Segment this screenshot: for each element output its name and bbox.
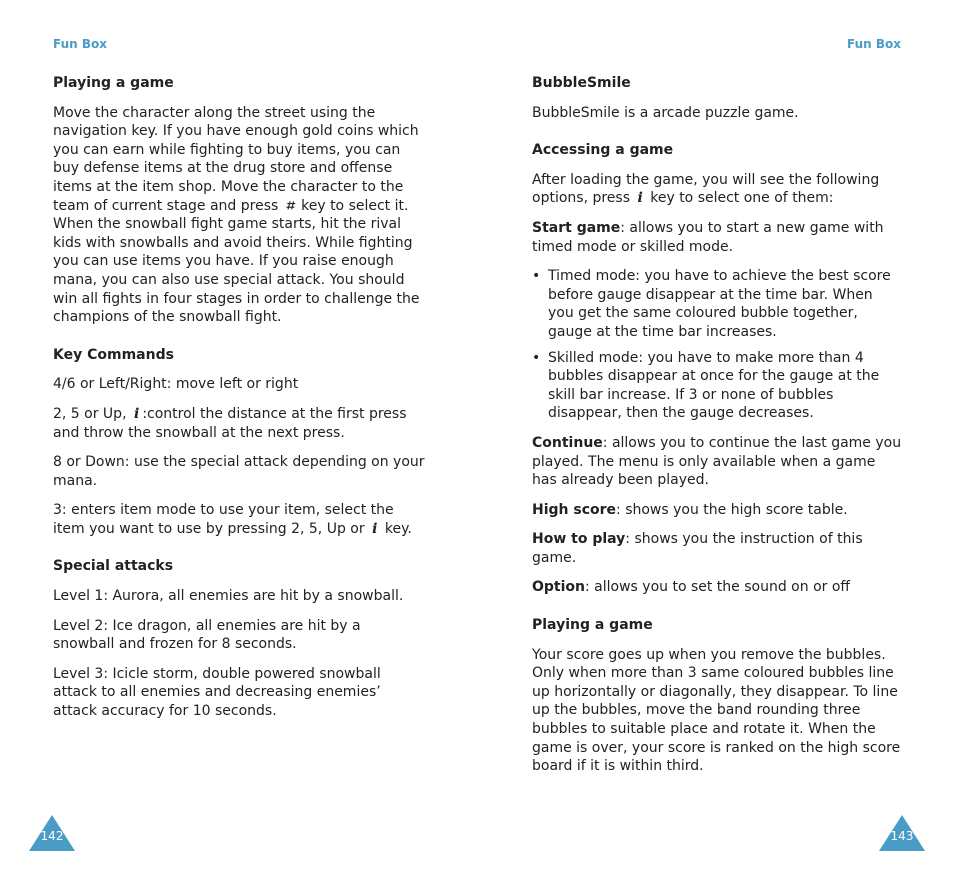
- bullet-icon: •: [532, 268, 541, 285]
- info-key-icon: i: [133, 405, 140, 422]
- info-key-icon: i: [637, 190, 643, 207]
- section-title-key-commands: Key Commands: [53, 346, 174, 363]
- key-command-3: 8 or Down: use the special attack depending on your mana.: [53, 454, 425, 489]
- playing-paragraph: Your score goes up when you remove the bubbles. Only when more than 3 same coloured bubbles line up horizontally or diagonally, they disappear. To line up the bubbles, move the band rounding three bubbles to suitable place and rotate it. When the game is over, your score is ranked on the high score board if it is within third.: [532, 646, 901, 775]
- page-number-badge: [879, 815, 925, 851]
- key-command-1: 4/6 or Left/Right: move left or right: [53, 376, 299, 393]
- option-high-score: High score: shows you the high score table.: [532, 501, 848, 518]
- option-start-game: Start game: allows you to start a new game with timed mode or skilled mode.: [532, 219, 884, 255]
- key-command-2: 2, 5 or Up, i :control the distance at the first press and throw the snowball at the next press.: [53, 405, 407, 441]
- left-column: [53, 74, 425, 732]
- page-number: 143: [890, 829, 914, 843]
- page-number-badge: [29, 815, 75, 851]
- running-header: Fun Box: [53, 37, 107, 51]
- list-item: • Skilled mode: you have to make more than 4 bubbles disappear at once for the gauge at the skill bar increase. If 3 or none of bubbles disappear, then the gauge decreases.: [532, 349, 880, 422]
- special-level-3: Level 3: Icicle storm, double powered snowball attack to all enemies and decreasing enemies’ attack accuracy for 10 seconds.: [53, 665, 381, 720]
- special-level-1: Level 1: Aurora, all enemies are hit by a snowball.: [53, 588, 404, 605]
- option-how-to-play: How to play: shows you the instruction of this game.: [532, 531, 863, 566]
- list-item: • Timed mode: you have to achieve the best score before gauge disappear at the time bar. When you get the same coloured bubble together, gauge at the time bar increases.: [532, 268, 891, 340]
- running-header: Fun Box: [847, 37, 901, 51]
- option-option: Option: allows you to set the sound on or off: [532, 579, 851, 596]
- right-column: [532, 74, 902, 787]
- section-title-accessing: Accessing a game: [532, 142, 674, 159]
- page-number: 142: [40, 829, 64, 843]
- playing-paragraph: Move the character along the street using the navigation key. If you have enough gold coins which you can earn while fighting to buy items, you can buy defense items at the drug store and offense items at the item shop. Move the character to the team of current stage and press ⌗ key to select it. When the snowball fight game starts, hit the rival kids with snowballs and avoid theirs. While fighting you can use items you have. If you raise enough mana, you can also use special attack. You should win all fights in four stages in order to challenge the champions of the snowball fight.: [53, 104, 420, 326]
- special-level-2: Level 2: Ice dragon, all enemies are hit by a snowball and frozen for 8 seconds.: [53, 617, 361, 653]
- bullet-icon: •: [532, 349, 541, 366]
- section-title-playing: Playing a game: [532, 617, 653, 634]
- bubblesmile-intro: BubbleSmile is a arcade puzzle game.: [532, 104, 799, 121]
- mode-list: [532, 267, 902, 423]
- info-key-icon: i: [372, 520, 378, 537]
- right-page: [477, 0, 954, 876]
- option-continue: Continue: allows you to continue the last game you played. The menu is only available when a game has already been played.: [532, 434, 902, 489]
- section-title-bubblesmile: BubbleSmile: [532, 75, 631, 91]
- section-title-special-attacks: Special attacks: [53, 558, 174, 575]
- section-title-playing: Playing a game: [53, 75, 174, 91]
- hash-key-icon: ⌗: [285, 197, 294, 214]
- accessing-paragraph: After loading the game, you will see the following options, press i key to select one of them:: [532, 171, 880, 207]
- key-command-4: 3: enters item mode to use your item, select the item you want to use by pressing 2, 5, Up or i key.: [53, 502, 412, 537]
